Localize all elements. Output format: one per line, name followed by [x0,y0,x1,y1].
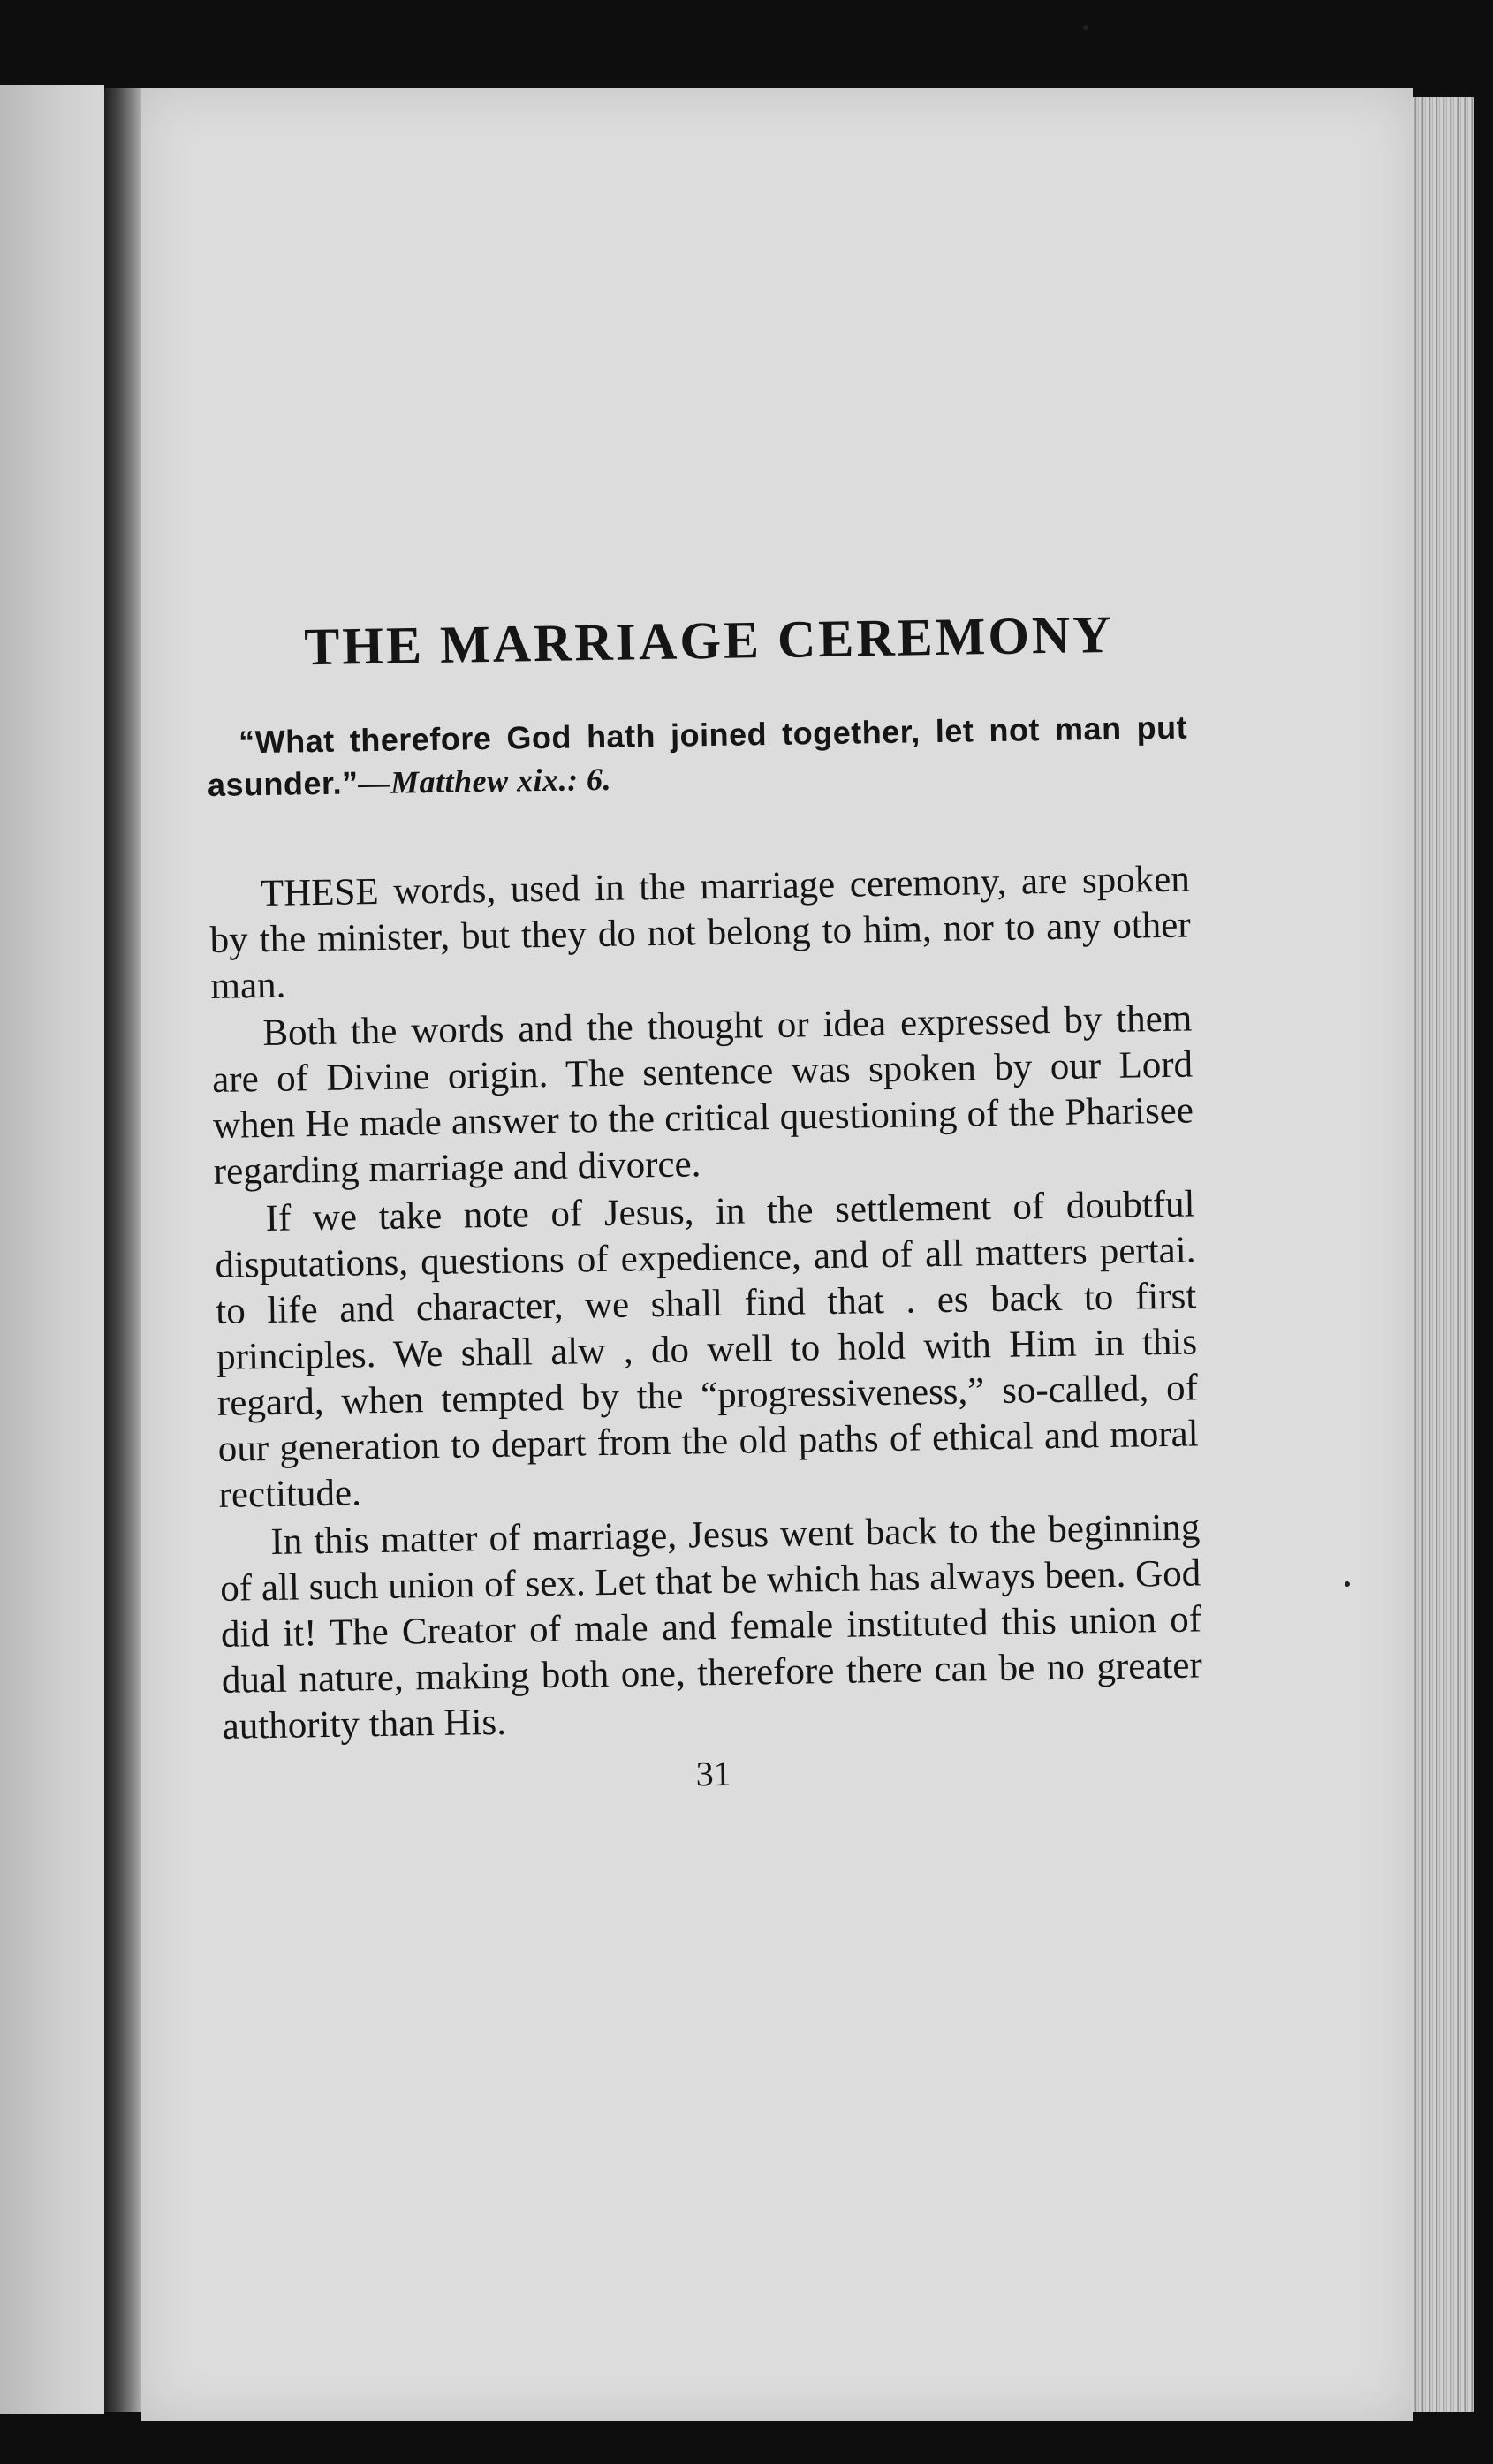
epigraph-citation: —Matthew xix.: 6. [358,761,612,801]
dust-speck [1345,1581,1350,1587]
paragraph-1 [209,857,1192,1010]
page-text-block [205,603,1204,1802]
paragraph-1-small-caps: HESE [283,870,380,914]
paragraph-1-text: words, used in the marriage ceremony, are spoken by the minister, but they do not belong to him, nor to any other man. [209,858,1191,1007]
facing-page-edge [0,85,104,2414]
paragraph-1-initial: T [260,872,284,915]
page-stack-edge [1412,97,1474,2412]
paragraph-3: If we take note of Jesus, in the settlement of doubtful disputations, questions of expedience, and of all matters pertai. to life and character, we shall find that . es back to first principles. We shall alw , do well to hold with Him in this regard, when tempted by the “progressiveness,” so-called, of our generation to depart from the old paths of ethical and moral rectitude. [215,1183,1200,1516]
paragraph-2: Both the words and the thought or idea expressed by them are of Divine origin. The sentence was spoken by our Lord when He made answer to the critical questioning of the Pharisee regarding marriage and divorce. [211,997,1194,1193]
dust-speck [1083,25,1088,30]
book-gutter [104,88,147,2412]
paragraph-4: In this matter of marriage, Jesus went back to the beginning of all such union of sex. Let that be which has always been. God did it! The Creator of male and female instituted this union of dual nature, making both one, therefore there can be no greater authority than His. [219,1506,1203,1748]
epigraph-quote: “What therefore God hath joined together, let not man put asunder.” [207,709,1188,803]
chapter-title: THE MARRIAGE CEREMONY [303,604,1115,677]
page-number: 31 [695,1753,731,1794]
epigraph [207,707,1188,807]
